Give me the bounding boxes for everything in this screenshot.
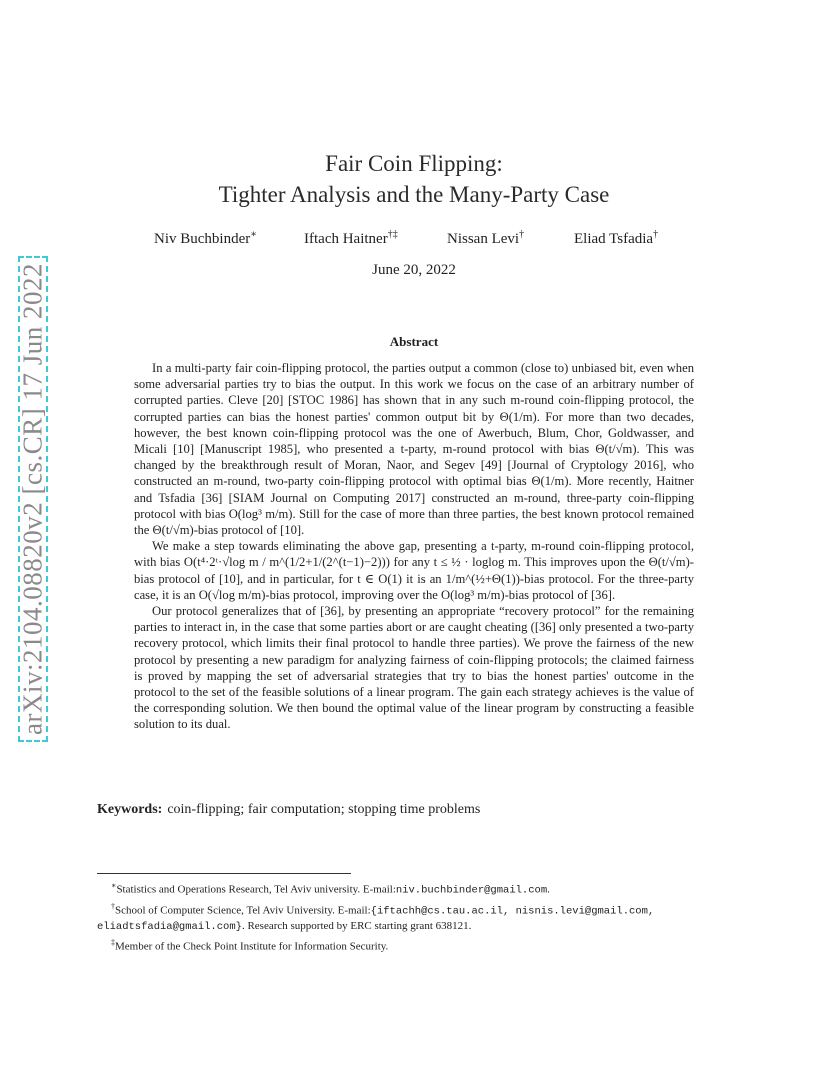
- footnote-divider: [97, 873, 351, 874]
- footnote-email: niv.buchbinder@gmail.com: [395, 884, 548, 897]
- footnotes: [97, 878, 731, 956]
- footnote-text: Statistics and Operations Research, Tel Aviv university. E-mail:: [116, 883, 396, 896]
- title-line-2: Tighter Analysis and the Many-Party Case: [218, 182, 610, 207]
- publication-date: June 20, 2022: [372, 262, 456, 278]
- author-name: Iftach Haitner: [304, 231, 388, 247]
- footnote-tail: . Research supported by ERC starting grant 638121.: [241, 920, 472, 933]
- author-affiliation-mark: †: [519, 229, 525, 240]
- footnote-text: Member of the Check Point Institute for Information Security.: [115, 940, 389, 953]
- abstract-heading: Abstract: [389, 334, 439, 349]
- footnote-1: [97, 878, 731, 899]
- author-3: [447, 229, 524, 248]
- author-affiliation-mark: ∗: [250, 229, 258, 240]
- author-affiliation-mark: †‡: [387, 229, 398, 240]
- abstract-paragraph-3: Our protocol generalizes that of [36], by presenting an appropriate “recovery protocol” for the remaining parties to interact in, in the case that some parties abort or are caught cheating ([36] only presented a two-party recovery protocol, which limits their final protocol to handle three parties). We prove the fairness of the new protocol by presenting a new paradigm for analyzing fairness of coin-flipping protocols; the claimed fairness is proved by mapping the set of adversarial strategies that try to bias the honest parties' outcome in the protocol to the set of the feasible solutions of a linear program. The gain each strategy achieves is the value of the corresponding solution. We then bound the optimal value of the linear program by constructing a feasible solution to its dual.: [134, 604, 694, 732]
- abstract-body: [134, 360, 694, 733]
- author-name: Nissan Levi: [447, 231, 520, 247]
- abstract-paragraph-1: In a multi-party fair coin-flipping protocol, the parties output a common (close to) unbiased bit, even when some adversarial parties try to bias the output. In this work we focus on the case of an arbitrary number of corrupted parties. Cleve [20] [STOC 1986] has shown that in any such m-round coin-flipping protocol, the corrupted parties can bias the honest parties' common output bit by Θ(1/m). For more than two decades, however, the best known coin-flipping protocol was the one of Awerbuch, Blum, Chor, Goldwasser, and Micali [10] [Manuscript 1985], who presented a t-party, m-round protocol with bias Θ(t/√m). This was changed by the breakthrough result of Moran, Naor, and Segev [49] [Journal of Cryptology 2016], who constructed an m-round, two-party coin-flipping protocol with optimal bias Θ(1/m). More recently, Haitner and Tsfadia [36] [SIAM Journal on Computing 2017] constructed an m-round, three-party coin-flipping protocol with bias O(log³ m/m). Still for the case of more than three parties, the best known protocol remained the Θ(t/√m)-bias protocol of [10].: [134, 361, 694, 538]
- keywords-text: coin-flipping; fair computation; stopping time problems: [167, 802, 481, 817]
- keywords: [97, 802, 480, 818]
- footnote-email: {iftachh@cs.tau.ac.il, nisnis.levi@gmail.com, eliadtsfadia@gmail.com}: [97, 905, 655, 934]
- author-name: Eliad Tsfadia: [574, 231, 654, 247]
- author-2: [304, 229, 398, 248]
- footnote-2: [97, 899, 731, 936]
- footnote-tail: .: [547, 883, 550, 896]
- title-line-1: Fair Coin Flipping:: [325, 151, 503, 176]
- footnote-mark: ∗: [111, 881, 117, 890]
- author-affiliation-mark: †: [653, 229, 659, 240]
- author-name: Niv Buchbinder: [154, 231, 251, 247]
- author-list: [154, 229, 674, 251]
- keywords-label: Keywords:: [97, 802, 163, 817]
- author-1: [154, 229, 257, 248]
- arxiv-stamp: [18, 256, 48, 742]
- author-4: [574, 229, 658, 248]
- footnote-mark: †: [111, 901, 115, 911]
- paper-title: [0, 148, 828, 210]
- footnote-mark: ‡: [111, 938, 115, 948]
- footnote-text: School of Computer Science, Tel Aviv University. E-mail:: [115, 904, 371, 917]
- arxiv-identifier: arXiv:2104.08820v2 [cs.CR] 17 Jun 2022: [17, 263, 48, 735]
- abstract-paragraph-2: We make a step towards eliminating the above gap, presenting a t-party, m-round coin-flipping protocol, with bias O(t⁴·2ᵗ·√log m / m^(1/2+1/(2^(t−1)−2))) for any t ≤ ½ · loglog m. This improves upon the Θ(t/√m)-bias protocol of [10], and in particular, for t ∈ O(1) it is an 1/m^(½+Θ(1))-bias protocol. For the three-party case, it is an O(√log m/m)-bias protocol, improving over the O(log³ m/m)-bias protocol of [36].: [134, 539, 694, 602]
- footnote-3: [97, 935, 731, 956]
